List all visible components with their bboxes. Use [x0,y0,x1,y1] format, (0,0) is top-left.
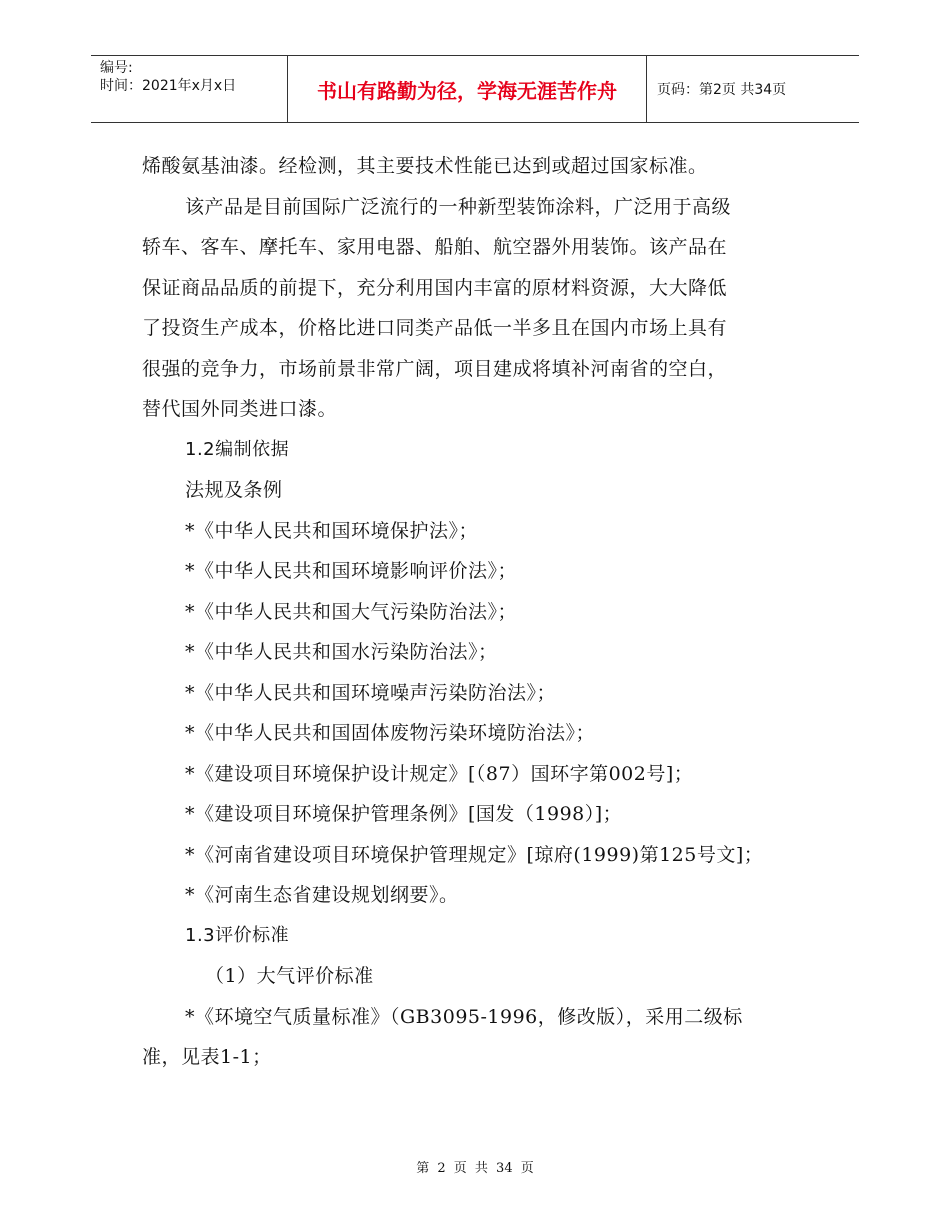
body-line: 很强的竞争力，市场前景非常广阔，项目建成将填补河南省的空白， [142,357,728,380]
list-item: *《建设项目环境保护设计规定》[（87）国环字第002号]； [185,762,694,785]
list-item: *《河南生态省建设规划纲要》。 [185,884,459,906]
body-line: 烯酸氨基油漆。经检测，其主要技术性能已达到或超过国家标准。 [142,155,708,177]
body-line: 该产品是目前国际广泛流行的一种新型装饰涂料，广泛用于高级 [185,195,732,218]
page-header [91,55,859,123]
body-line: 轿车、客车、摩托车、家用电器、船舶、航空器外用装饰。该产品在 [142,236,728,258]
document-number-label: 编号: [100,60,133,76]
section-heading: 1.2编制依据 [185,438,290,460]
header-motto: 书山有路勤为径，学海无涯苦作舟 [317,78,617,103]
list-item: *《中华人民共和国水污染防治法》； [185,641,498,663]
list-item: *《中华人民共和国环境影响评价法》； [185,560,518,582]
list-item: *《中华人民共和国环境保护法》； [185,519,479,542]
body-line: 法规及条例 [185,479,283,501]
page-footer: 第 2 页 共 34 页 [416,1161,534,1176]
body-line: 了投资生产成本，价格比进口同类产品低一半多且在国内市场上具有 [142,317,728,339]
body-line: 准，见表1-1； [142,1046,272,1068]
list-item: *《建设项目环境保护管理条例》[国发（1998）]； [185,803,623,825]
subsection-heading: （1）大气评价标准 [205,965,374,987]
body-line: 保证商品品质的前提下，充分利用国内丰富的原材料资源，大大降低 [142,276,728,299]
list-item: *《河南省建设项目环境保护管理规定》[琼府(1999)第125号文]； [185,843,764,866]
header-motto-cell [287,56,647,122]
list-item: *《中华人民共和国环境噪声污染防治法》； [185,681,557,704]
header-page-info: 页码：第2页 共34页 [657,82,787,98]
section-heading: 1.3评价标准 [185,924,290,946]
body-line: 替代国外同类进口漆。 [142,398,338,420]
header-meta [100,59,236,95]
list-item: *《环境空气质量标准》（GB3095-1996，修改版），采用二级标 [185,1005,743,1028]
document-body [142,146,822,1078]
document-time-label: 时间：2021年x月x日 [100,78,237,94]
list-item: *《中华人民共和国固体废物污染环境防治法》； [185,722,596,744]
list-item: *《中华人民共和国大气污染防治法》； [185,600,518,623]
